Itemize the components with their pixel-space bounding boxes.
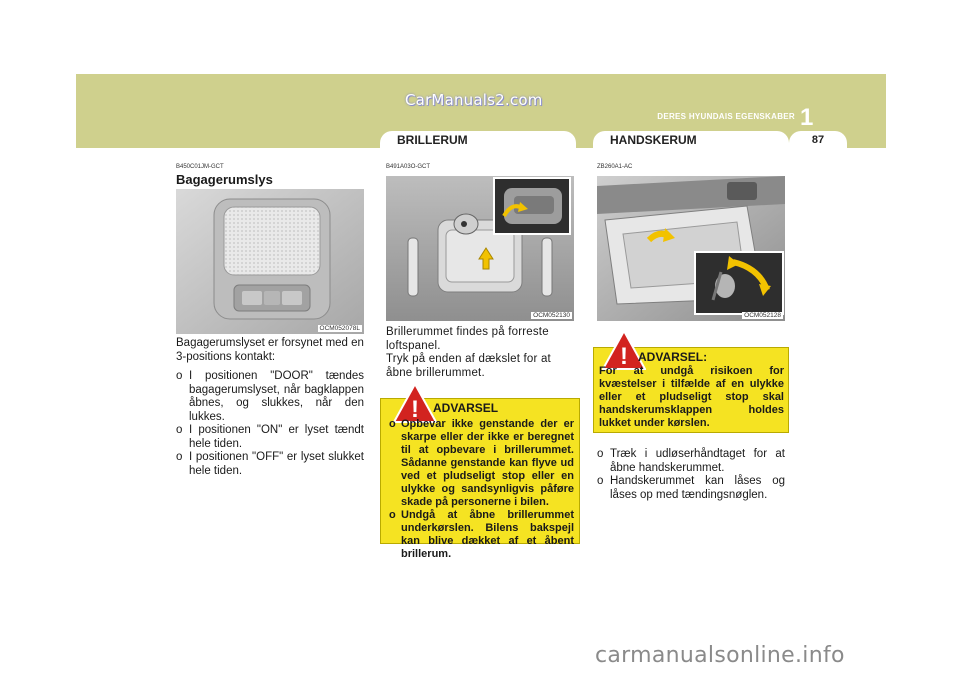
list-item: o Undgå at åbne brillerummet underkørslen. Bilens bakspejl kan blive dækket af et åbent brillerum. (389, 509, 574, 560)
section-code: B491A03O-GCT (386, 164, 431, 170)
bullet-marker: o (176, 370, 183, 382)
section-heading: Bagagerumslys (176, 172, 273, 187)
intro-paragraph: Bagagerumslyset er forsynet med en 3-positions kontakt: (176, 337, 364, 363)
warning-symbol: ! (620, 343, 628, 370)
figure-caption: OCM052130 (533, 312, 570, 319)
figure-caption: OCM052078L (319, 325, 360, 332)
footer-watermark[interactable]: carmanualsonline.info (595, 643, 845, 668)
trunk-light-text (176, 337, 364, 478)
bullet-marker: o (597, 475, 604, 487)
glove-box-illustration (597, 176, 785, 321)
list-item: o Handskerummet kan låses og låses op med tændingsnøglen. (597, 475, 785, 501)
bullet-list (597, 448, 785, 502)
warning-symbol: ! (411, 396, 419, 423)
warning-box (593, 343, 789, 433)
bullet-marker: o (389, 509, 396, 521)
site-logo[interactable]: CarManuals2.com (405, 91, 543, 109)
chapter-number: 1 (800, 104, 814, 131)
section-code: B450C01JM-GCT (176, 164, 224, 170)
section-code: ZB260A1-AC (597, 164, 633, 170)
tab-brillerum: BRILLERUM (380, 131, 576, 148)
warning-icon (393, 383, 437, 423)
bullet-marker: o (176, 424, 183, 436)
glove-box-figure (597, 176, 785, 321)
bullet-list (176, 370, 364, 478)
list-item: o I positionen "ON" er lyset tændt hele tiden. (176, 424, 364, 450)
bullet-marker: o (176, 451, 183, 463)
bullet-marker: o (389, 418, 396, 430)
sunglass-holder-illustration (386, 176, 574, 321)
sunglass-holder-text (386, 326, 574, 380)
list-item: o Træk i udløserhåndtaget for at åbne handskerummet. (597, 448, 785, 474)
warning-title: ADVARSEL: (638, 350, 708, 364)
trunk-light-figure (176, 189, 364, 334)
warning-title: ADVARSEL (433, 401, 499, 415)
list-item: o Opbevar ikke genstande der er skarpe eller der ikke er beregnet til at opbevare i brillerummet. Sådanne genstande kan flyve ud ved et pludseligt stop eller en ulykke og sandsynligvis påføre skade på personerne i bilen. (389, 418, 574, 508)
trunk-light-illustration (176, 189, 364, 334)
figure-caption: OCM052128 (744, 312, 781, 319)
list-item: o I positionen "OFF" er lyset slukket hele tiden. (176, 451, 364, 477)
bullet-marker: o (597, 448, 604, 460)
chapter-title: DERES HYUNDAIS EGENSKABER (657, 112, 795, 121)
list-item: o I positionen "DOOR" tændes bagagerumslyset, når bagklappen åbnes, og slukkes, når den lukkes. (176, 370, 364, 423)
tab-handskerum: HANDSKERUM (593, 131, 789, 148)
warning-text: For at undgå risikoen for kvæstelser i tilfælde af en ulykke eller et pludseligt stop skal handskerumsklappen holdes lukket under kørslen. (599, 365, 784, 429)
warning-list (389, 418, 574, 561)
paragraph: Tryk på enden af dækslet for at åbne brillerummet. (386, 353, 551, 379)
sunglass-holder-figure (386, 176, 574, 321)
warning-box (380, 396, 580, 560)
page-number: 87 (789, 131, 847, 148)
paragraph: Brillerummet findes på forreste loftspanel. (386, 326, 549, 352)
glove-box-text (597, 448, 785, 502)
